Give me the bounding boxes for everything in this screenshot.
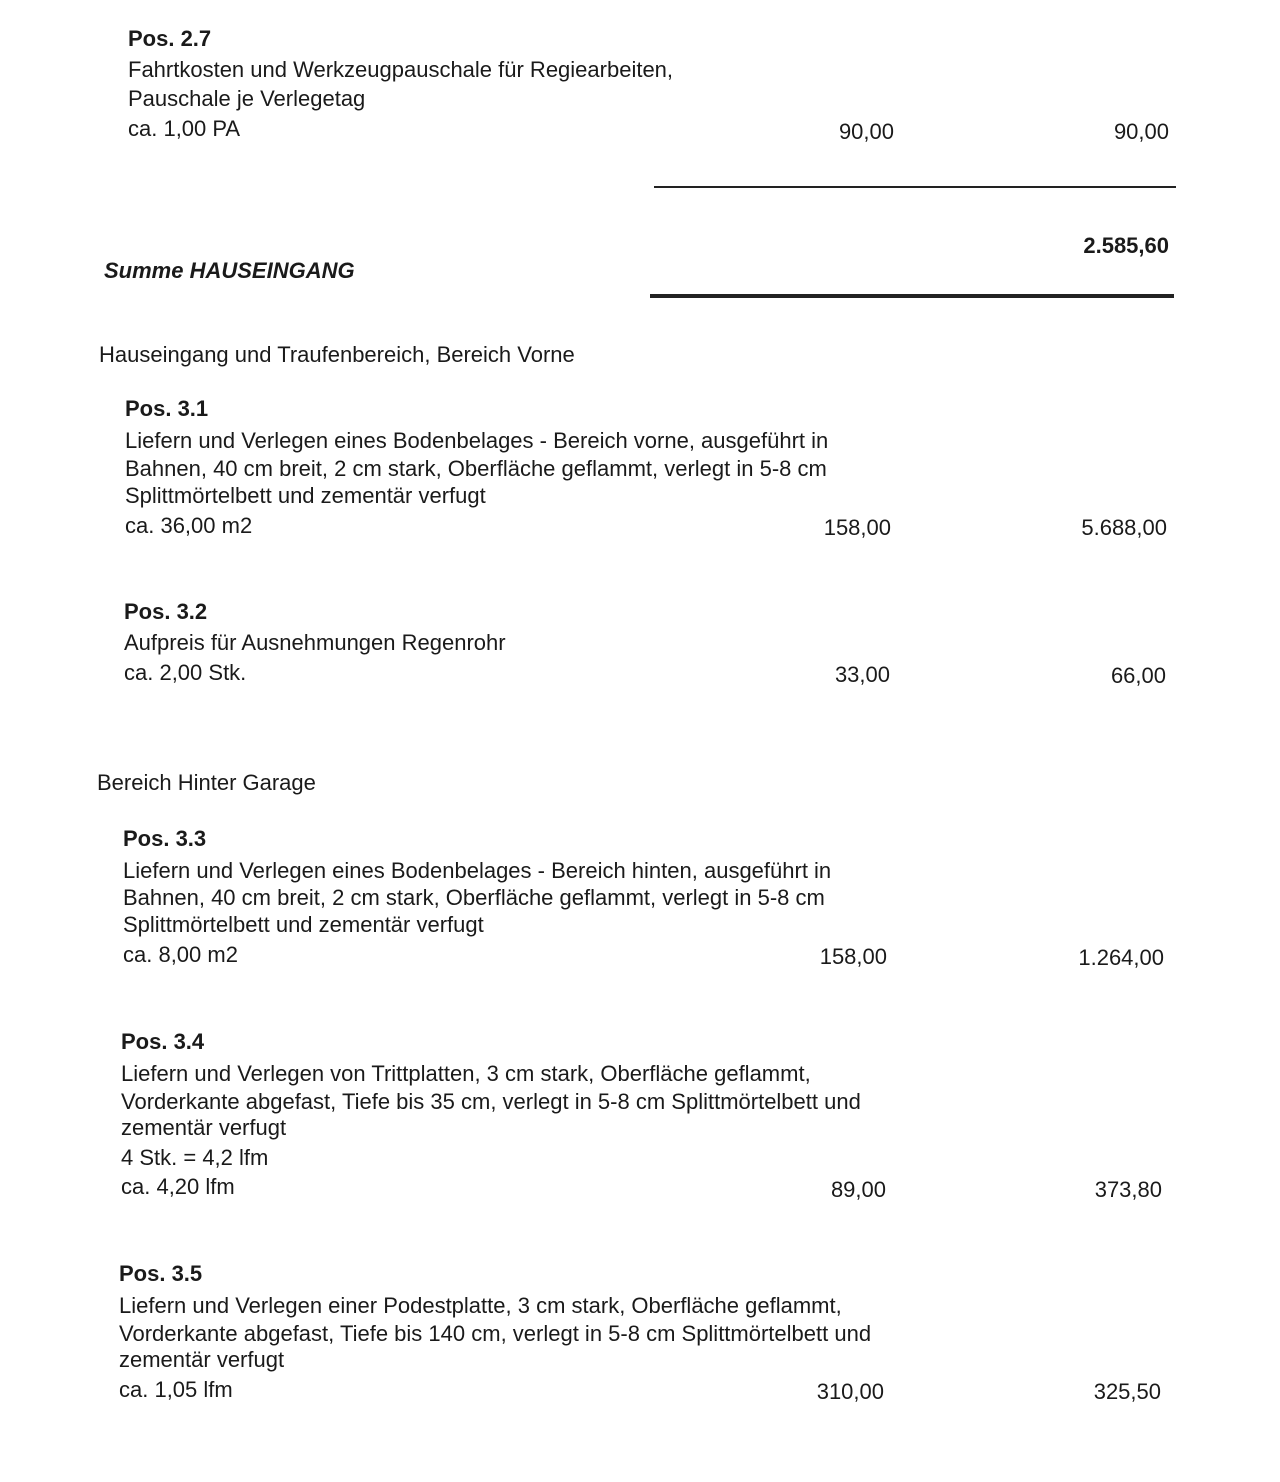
line-total: 373,80: [1094, 1177, 1162, 1202]
position-description-line: Liefern und Verlegen eines Bodenbelages - Bereich hinten, ausgeführt in: [123, 858, 832, 883]
position-description-line: 4 Stk. = 4,2 lfm: [121, 1145, 269, 1170]
sum-double-rule: [650, 294, 1174, 298]
position-title: Pos. 3.5: [119, 1261, 203, 1286]
line-total: 5.688,00: [1081, 515, 1167, 540]
position-description-line: Aufpreis für Ausnehmungen Regenrohr: [124, 630, 506, 655]
position-description-line: Vorderkante abgefast, Tiefe bis 140 cm, verlegt in 5-8 cm Splittmörtelbett und: [119, 1321, 872, 1346]
unit-price: 158,00: [823, 515, 891, 540]
position-quantity: ca. 36,00 m2: [125, 513, 253, 538]
position-description-line: Liefern und Verlegen von Trittplatten, 3 cm stark, Oberfläche geflammt,: [121, 1061, 811, 1086]
position-description-line: Bahnen, 40 cm breit, 2 cm stark, Oberfläche geflammt, verlegt in 5-8 cm: [123, 885, 825, 910]
position-description-line: zementär verfugt: [121, 1115, 287, 1140]
unit-price: 310,00: [816, 1379, 884, 1404]
subtotal-rule: [654, 186, 1176, 188]
line-total: 325,50: [1093, 1379, 1161, 1404]
line-total: 90,00: [1113, 119, 1169, 144]
position-title: Pos. 2.7: [128, 26, 212, 51]
position-quantity: ca. 1,00 PA: [128, 116, 241, 141]
position-description-line: Fahrtkosten und Werkzeugpauschale für Regiearbeiten,: [128, 57, 674, 82]
position-title: Pos. 3.1: [125, 396, 209, 421]
line-total: 1.264,00: [1078, 945, 1164, 970]
position-description-line: Bahnen, 40 cm breit, 2 cm stark, Oberfläche geflammt, verlegt in 5-8 cm: [125, 456, 827, 481]
line-total: 66,00: [1110, 663, 1166, 688]
section-heading: Hauseingang und Traufenbereich, Bereich Vorne: [99, 342, 575, 367]
position-description-line: Splittmörtelbett und zementär verfugt: [123, 912, 484, 937]
unit-price: 158,00: [819, 944, 887, 969]
unit-price: 90,00: [838, 119, 894, 144]
position-quantity: ca. 8,00 m2: [123, 942, 238, 967]
position-title: Pos. 3.2: [124, 599, 208, 624]
position-description-line: zementär verfugt: [119, 1347, 285, 1372]
position-description-line: Pauschale je Verlegetag: [128, 86, 366, 111]
position-quantity: ca. 1,05 lfm: [119, 1377, 233, 1402]
position-quantity: ca. 2,00 Stk.: [124, 660, 247, 685]
unit-price: 89,00: [830, 1177, 886, 1202]
position-title: Pos. 3.4: [121, 1029, 205, 1054]
position-description-line: Liefern und Verlegen eines Bodenbelages - Bereich vorne, ausgeführt in: [125, 428, 829, 453]
position-quantity: ca. 4,20 lfm: [121, 1174, 235, 1199]
sum-label: Summe HAUSEINGANG: [104, 258, 355, 283]
position-description-line: Liefern und Verlegen einer Podestplatte, 3 cm stark, Oberfläche geflammt,: [119, 1293, 842, 1318]
unit-price: 33,00: [834, 662, 890, 687]
position-description-line: Splittmörtelbett und zementär verfugt: [125, 483, 486, 508]
section-heading: Bereich Hinter Garage: [97, 770, 316, 795]
position-title: Pos. 3.3: [123, 826, 207, 851]
position-description-line: Vorderkante abgefast, Tiefe bis 35 cm, verlegt in 5-8 cm Splittmörtelbett und: [121, 1089, 861, 1114]
sum-value: 2.585,60: [1083, 233, 1169, 258]
